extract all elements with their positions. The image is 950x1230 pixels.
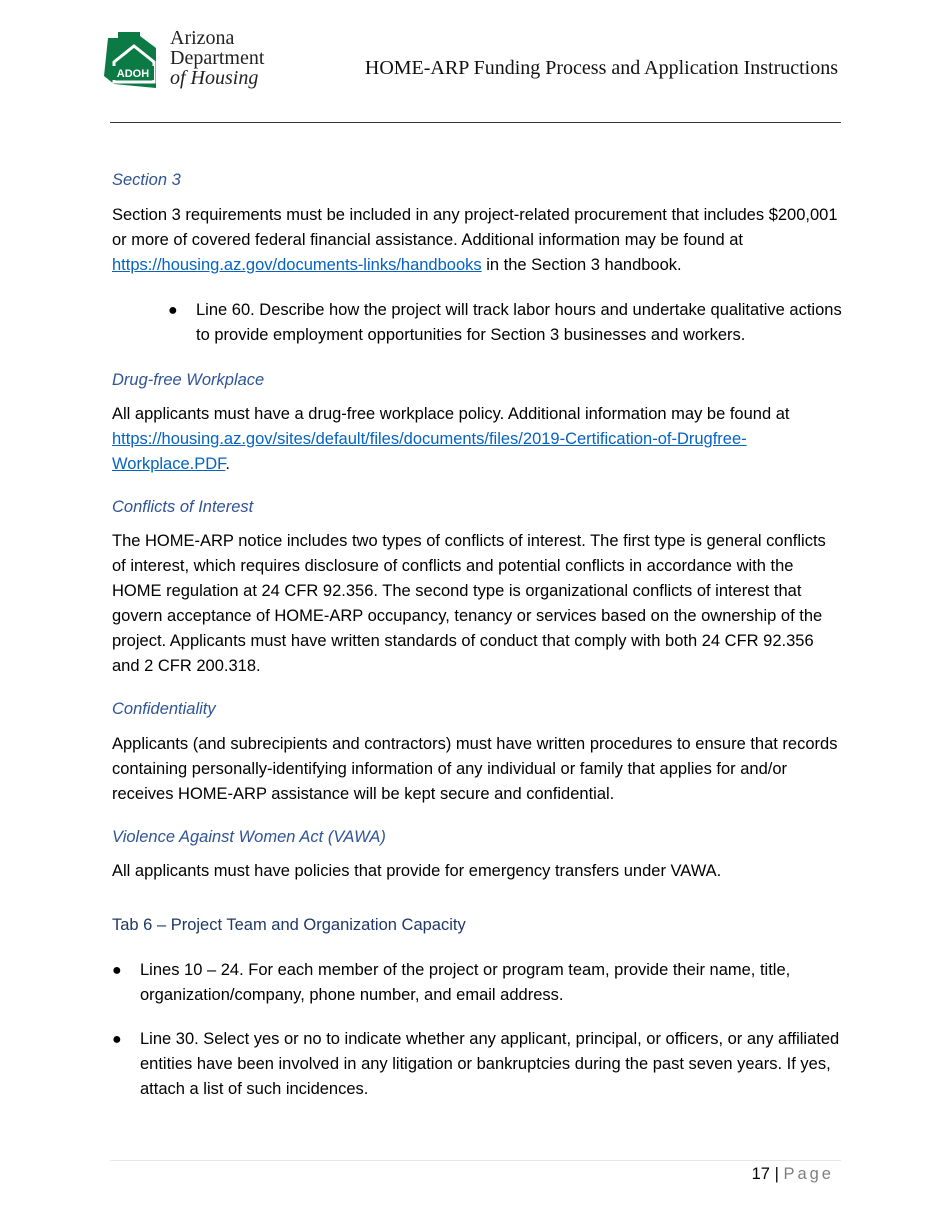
section3-bullet-text: Line 60. Describe how the project will track labor hours and undertake qualitative actions to provide employment opportunities for Section 3 businesses and workers. xyxy=(196,301,842,344)
page-number: 17 xyxy=(751,1165,770,1183)
vawa-heading: Violence Against Women Act (VAWA) xyxy=(112,828,386,846)
header-divider xyxy=(110,122,841,123)
tab6-heading: Tab 6 – Project Team and Organization Capacity xyxy=(112,916,466,934)
drugfree-text: All applicants must have a drug-free workplace policy. Additional information may be found at xyxy=(112,405,790,423)
section3-text-after: in the Section 3 handbook. xyxy=(481,256,682,274)
bullet-dot-icon: ● xyxy=(112,1031,122,1048)
section3-handbook-link[interactable]: https://housing.az.gov/documents-links/handbooks xyxy=(112,256,482,274)
tab6-bullet-2-text: Line 30. Select yes or no to indicate whether any applicant, principal, or officers, or any affiliated entities have been involved in any litigation or bankruptcies during the past seven years. If yes, attach a list of such incidences. xyxy=(140,1030,840,1098)
bullet-dot-icon: ● xyxy=(112,962,122,979)
section3-heading: Section 3 xyxy=(112,171,181,189)
drugfree-paragraph xyxy=(112,402,842,477)
tab6-bullet-2 xyxy=(112,1027,842,1102)
logo-line-3: of Housing xyxy=(170,67,259,89)
adoh-house-logo-icon xyxy=(104,32,160,88)
conflicts-heading: Conflicts of Interest xyxy=(112,498,254,516)
logo-wordmark xyxy=(170,28,264,88)
drugfree-certification-link[interactable]: https://housing.az.gov/sites/default/files/documents/files/2019-Certification-of-Drugfree-Workplace.PDF xyxy=(112,430,747,473)
logo-line-2: Department xyxy=(170,47,265,69)
document-title: HOME-ARP Funding Process and Application Instructions xyxy=(364,57,838,79)
conflicts-paragraph: The HOME-ARP notice includes two types of conflicts of interest. The first type is general conflicts of interest, which requires disclosure of conflicts and potential conflicts in accordance with the HOME regulation at 24 CFR 92.356. The second type is organizational conflicts of interest that govern acceptance of HOME-ARP occupancy, tenancy or services based on the ownership of the project. Applicants must have written standards of conduct that comply with both 24 CFR 92.356 and 2 CFR 200.318. xyxy=(112,532,826,675)
page-label: Page xyxy=(783,1165,834,1183)
page-content xyxy=(112,168,842,1102)
footer-divider xyxy=(110,1160,841,1161)
tab6-bullet-1 xyxy=(112,958,842,1008)
confidentiality-heading: Confidentiality xyxy=(112,700,216,718)
tab6-bullet-1-text: Lines 10 – 24. For each member of the project or program team, provide their name, title, organization/company, phone number, and email address. xyxy=(140,961,791,1004)
footer-separator: | xyxy=(774,1165,779,1183)
confidentiality-paragraph: Applicants (and subrecipients and contractors) must have written procedures to ensure that records containing personally-identifying information of any individual or family that applies for and/or receives HOME-ARP assistance will be kept secure and confidential. xyxy=(112,735,838,803)
drugfree-heading: Drug-free Workplace xyxy=(112,371,265,389)
section3-bullet xyxy=(112,298,842,348)
page-footer xyxy=(752,1162,834,1186)
adoh-logo xyxy=(104,28,284,94)
section3-text: Section 3 requirements must be included in any project-related procurement that includes $200,001 or more of covered federal financial assistance. Additional information may be found at xyxy=(112,206,838,249)
logo-badge-text: ADOH xyxy=(116,68,150,80)
bullet-dot-icon: ● xyxy=(168,302,178,319)
drugfree-period: . xyxy=(225,455,230,473)
logo-line-1: Arizona xyxy=(170,27,235,49)
vawa-paragraph: All applicants must have policies that provide for emergency transfers under VAWA. xyxy=(112,862,722,880)
section3-paragraph xyxy=(112,203,842,278)
